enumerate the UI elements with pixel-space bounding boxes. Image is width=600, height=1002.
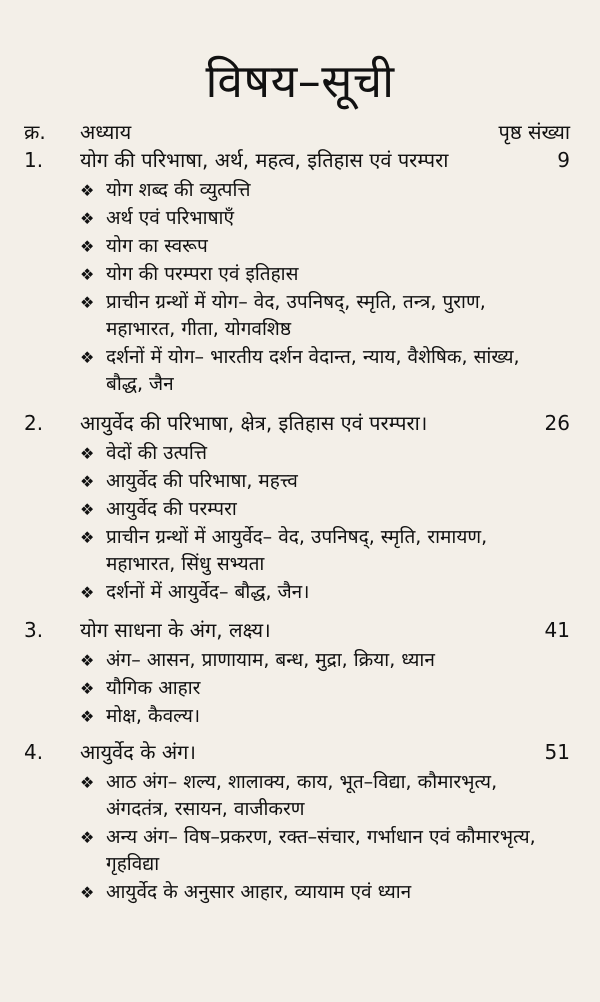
chapter-number: 3. [24, 618, 44, 642]
chapter-item [80, 205, 570, 232]
chapter-item [80, 468, 570, 495]
chapter-item [80, 824, 570, 878]
chapter-page-number: 26 [544, 411, 570, 435]
chapter-item-text: अन्य अंग– विष–प्रकरण, रक्त–संचार, गर्भाधान एवं कौमारभृत्य, गृहविद्या [106, 826, 536, 875]
chapter-item [80, 177, 570, 204]
diamond-bullet-icon: ❖ [80, 500, 95, 519]
chapter-item-text: दर्शनों में आयुर्वेद– बौद्ध, जैन। [106, 581, 310, 603]
chapter-title-row [24, 146, 570, 175]
chapter-item-text: योग शब्द की व्युत्पत्ति [106, 179, 251, 201]
chapter-items [80, 440, 570, 606]
diamond-bullet-icon: ❖ [80, 237, 95, 256]
chapter-item [80, 524, 570, 578]
chapter-item-text: यौगिक आहार [106, 677, 201, 699]
diamond-bullet-icon: ❖ [80, 773, 95, 792]
chapter-item-text: वेदों की उत्पत्ति [106, 442, 207, 464]
chapter-number: 2. [24, 411, 44, 435]
page-title: विषय–सूची [205, 54, 395, 108]
chapter-item-text: दर्शनों में योग– भारतीय दर्शन वेदान्त, न्याय, वैशेषिक, सांख्य, बौद्ध, जैन [106, 346, 520, 395]
chapter-item [80, 440, 570, 467]
chapter-item-text: योग की परम्परा एवं इतिहास [106, 263, 299, 285]
chapter-title: आयुर्वेद के अंग। [80, 740, 196, 764]
diamond-bullet-icon: ❖ [80, 444, 95, 463]
chapter-item-text: आयुर्वेद के अनुसार आहार, व्यायाम एवं ध्यान [106, 881, 412, 903]
diamond-bullet-icon: ❖ [80, 293, 95, 312]
chapter-title: योग की परिभाषा, अर्थ, महत्व, इतिहास एवं परम्परा [80, 148, 449, 172]
chapter-item-text: अर्थ एवं परिभाषाएँ [106, 207, 234, 229]
chapter-item-text: योग का स्वरूप [106, 235, 208, 257]
chapter-number: 4. [24, 740, 44, 764]
diamond-bullet-icon: ❖ [80, 472, 95, 491]
chapter-item [80, 675, 570, 702]
diamond-bullet-icon: ❖ [80, 583, 95, 602]
chapter-item [80, 233, 570, 260]
chapter-page-number: 41 [544, 618, 570, 642]
header-page-label: पृष्ठ संख्या [498, 120, 570, 144]
chapter-title-row [24, 616, 570, 645]
chapter-title: आयुर्वेद की परिभाषा, क्षेत्र, इतिहास एवं परम्परा। [80, 411, 428, 435]
chapter-title-row [24, 409, 570, 438]
chapter-item [80, 261, 570, 288]
chapter-item-text: अंग– आसन, प्राणायाम, बन्ध, मुद्रा, क्रिया, ध्यान [106, 649, 435, 671]
chapter-item [80, 879, 570, 906]
chapter-4 [24, 738, 570, 906]
chapter-item-text: आयुर्वेद की परम्परा [106, 498, 237, 520]
chapter-item [80, 703, 570, 730]
diamond-bullet-icon: ❖ [80, 209, 95, 228]
diamond-bullet-icon: ❖ [80, 828, 95, 847]
chapter-2 [24, 409, 570, 606]
chapter-item-text: आयुर्वेद की परिभाषा, महत्त्व [106, 470, 298, 492]
chapter-1 [24, 146, 570, 398]
chapter-item [80, 769, 570, 823]
diamond-bullet-icon: ❖ [80, 651, 95, 670]
chapter-item [80, 344, 570, 398]
chapter-3 [24, 616, 570, 730]
toc-header [24, 118, 570, 145]
diamond-bullet-icon: ❖ [80, 707, 95, 726]
chapter-item-text: प्राचीन ग्रन्थों में आयुर्वेद– वेद, उपनिषद्, स्मृति, रामायण, महाभारत, सिंधु सभ्यता [106, 526, 488, 575]
diamond-bullet-icon: ❖ [80, 679, 95, 698]
diamond-bullet-icon: ❖ [80, 181, 95, 200]
chapter-item [80, 289, 570, 343]
chapter-item [80, 647, 570, 674]
chapter-items [80, 769, 570, 906]
diamond-bullet-icon: ❖ [80, 528, 95, 547]
chapter-item-text: आठ अंग– शल्य, शालाक्य, काय, भूत–विद्या, कौमारभृत्य, अंगदतंत्र, रसायन, वाजीकरण [106, 771, 498, 820]
chapter-page-number: 51 [544, 740, 570, 764]
chapter-page-number: 9 [557, 148, 570, 172]
chapter-item-text: प्राचीन ग्रन्थों में योग– वेद, उपनिषद्, स्मृति, तन्त्र, पुराण, महाभारत, गीता, योगवशिष्ठ [106, 291, 486, 340]
diamond-bullet-icon: ❖ [80, 265, 95, 284]
chapter-item [80, 496, 570, 523]
chapter-number: 1. [24, 148, 44, 172]
chapter-items [80, 647, 570, 730]
diamond-bullet-icon: ❖ [80, 883, 95, 902]
diamond-bullet-icon: ❖ [80, 348, 95, 367]
chapter-title-row [24, 738, 570, 767]
chapter-item-text: मोक्ष, कैवल्य। [106, 705, 201, 727]
chapter-title: योग साधना के अंग, लक्ष्य। [80, 618, 271, 642]
chapter-items [80, 177, 570, 398]
header-number-label: क्र. [24, 120, 46, 144]
chapter-list [24, 146, 570, 907]
header-chapter-label: अध्याय [80, 120, 132, 144]
chapter-item [80, 579, 570, 606]
